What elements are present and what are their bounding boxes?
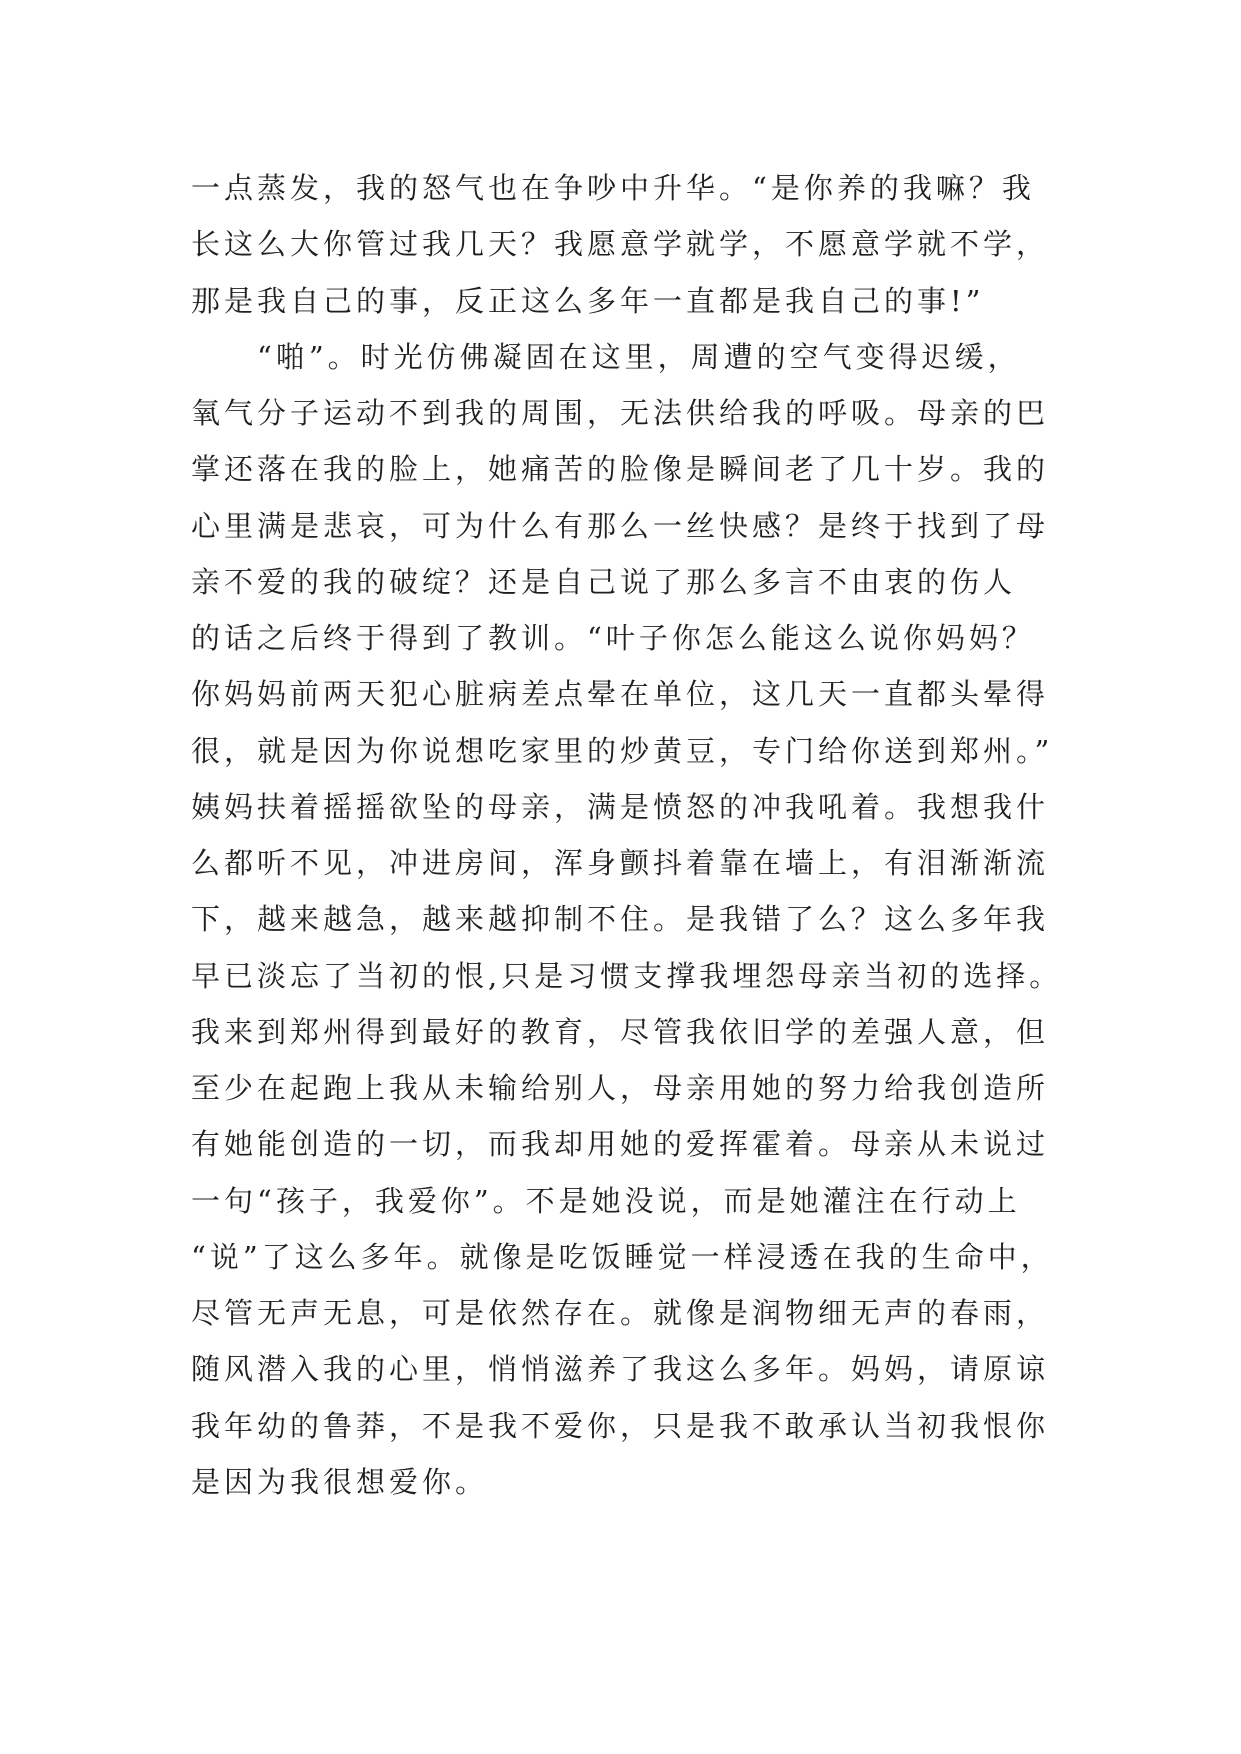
text-line: 姨妈扶着摇摇欲坠的母亲，满是愤怒的冲我吼着。我想我什 [191,789,1050,824]
text-line: 是因为我很想爱你。 [191,1464,489,1499]
text-line: 氧气分子运动不到我的周围，无法供给我的呼吸。母亲的巴 [191,396,1050,430]
text-line: 心里满是悲哀，可为什么有那么一丝快感？是终于找到了母 [191,508,1050,543]
text-line: “说”了这么多年。就像是吃饭睡觉一样浸透在我的生命中， [191,1239,1054,1274]
essay-body [191,160,1071,1510]
text-line: 的话之后终于得到了教训。“叶子你怎么能这么说你妈妈？ [191,621,1035,655]
text-line: 我年幼的鲁莽，不是我不爱你，只是我不敢承认当初我恨你 [191,1408,1050,1443]
text-line: 么都听不见，冲进房间，浑身颤抖着靠在墙上，有泪渐渐流 [191,846,1050,880]
text-line: 你妈妈前两天犯心脏病差点晕在单位，这几天一直都头晕得 [191,677,1050,712]
text-line: 掌还落在我的脸上，她痛苦的脸像是瞬间老了几十岁。我的 [191,452,1050,487]
text-line: 早已淡忘了当初的恨,只是习惯支撑我埋怨母亲当初的选择。 [191,958,1063,993]
text-line: 随风潜入我的心里，悄悄滋养了我这么多年。妈妈，请原谅 [191,1352,1050,1387]
text-line: 我来到郑州得到最好的教育，尽管我依旧学的差强人意，但 [191,1014,1050,1049]
text-line: 有她能创造的一切，而我却用她的爱挥霍着。母亲从未说过 [191,1127,1050,1162]
paragraph-start-line: “啪”。时光仿佛凝固在这里，周遭的空气变得迟缓， [257,339,1021,374]
text-line: 下，越来越急，越来越抑制不住。是我错了么？这么多年我 [191,902,1050,937]
text-line: 一点蒸发，我的怒气也在争吵中升华。“是你养的我嘛？我 [191,171,1035,205]
text-line: 很，就是因为你说想吃家里的炒黄豆，专门给你送到郑州。” [191,733,1054,768]
text-line: 一句“孩子，我爱你”。不是她没说，而是她灌注在行动上 [191,1183,1021,1218]
text-line: 长这么大你管过我几天？我愿意学就学，不愿意学就不学， [191,227,1050,262]
text-line: 亲不爱的我的破绽？还是自己说了那么多言不由衷的伤人 [191,564,1017,599]
text-line: 尽管无声无息，可是依然存在。就像是润物细无声的春雨， [191,1296,1050,1330]
text-line: 那是我自己的事，反正这么多年一直都是我自己的事!” [191,283,985,318]
text-line: 至少在起跑上我从未输给别人，母亲用她的努力给我创造所 [191,1071,1050,1105]
